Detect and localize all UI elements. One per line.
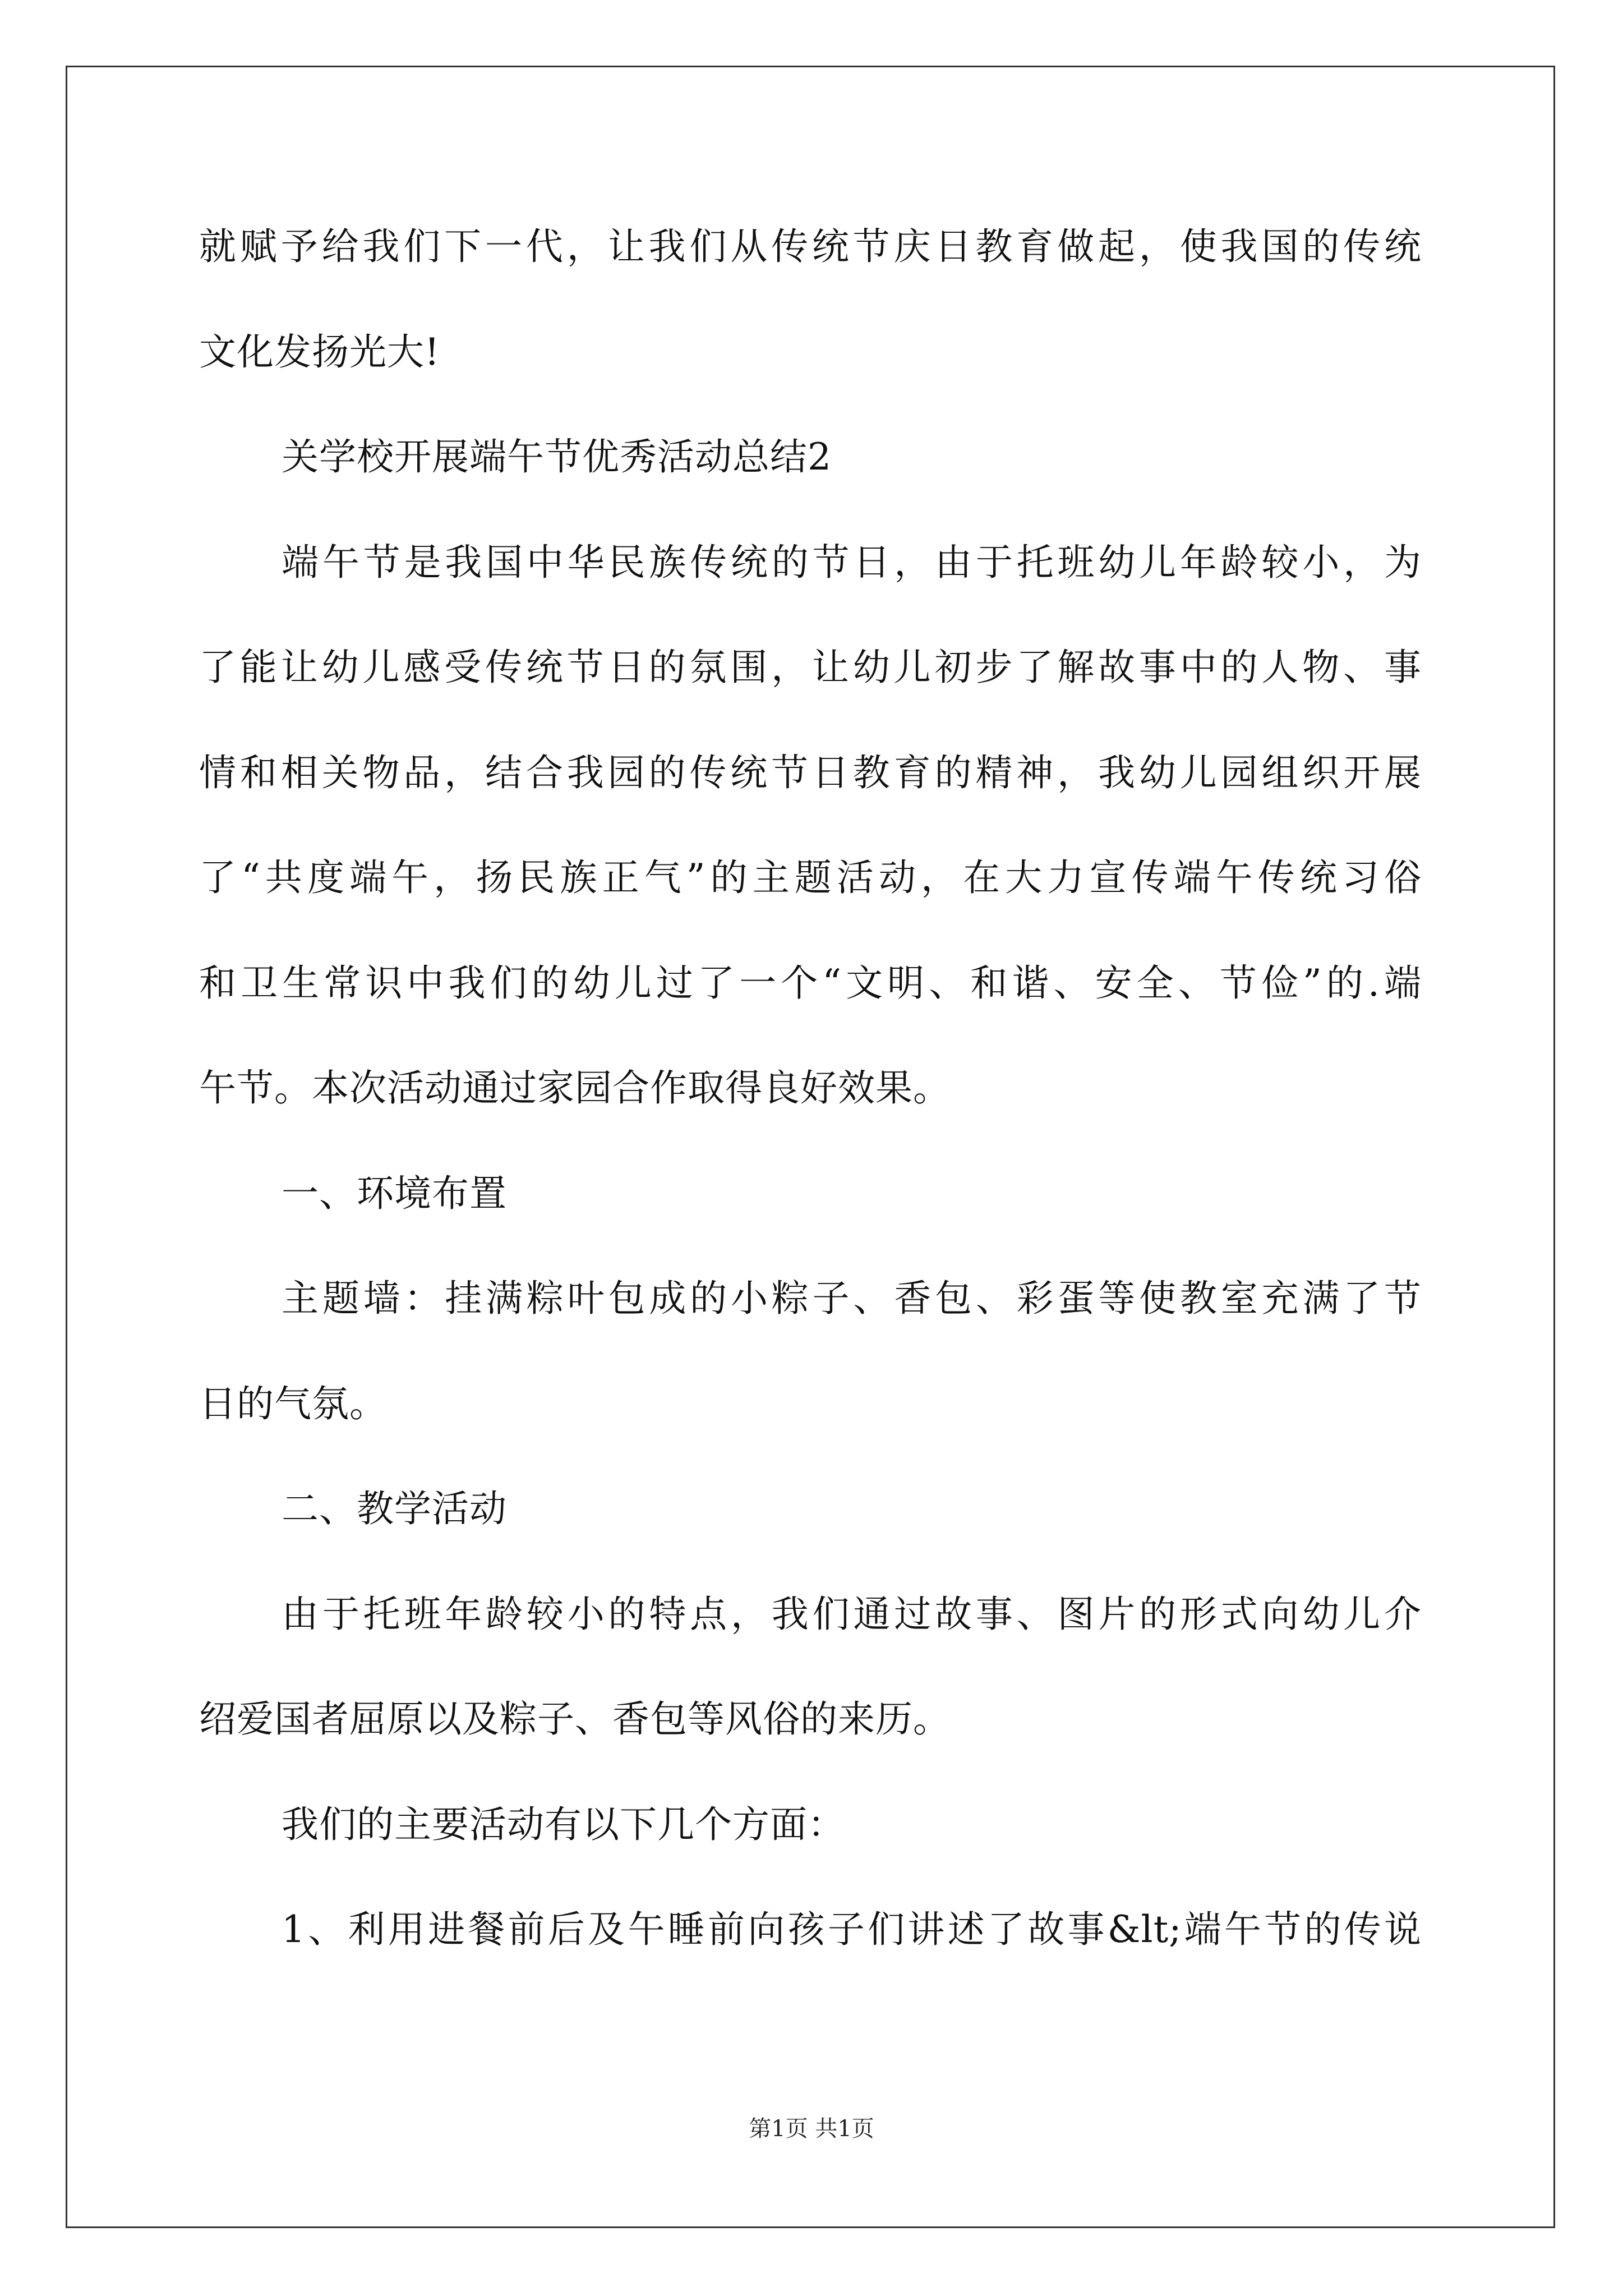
section-title: 关学校开展端午节优秀活动总结2	[282, 435, 832, 478]
body-line: 主题墙：挂满粽叶包成的小粽子、香包、彩蛋等使教室充满了节	[282, 1277, 1422, 1320]
body-line: 午节。本次活动通过家园合作取得良好效果。	[199, 1066, 951, 1110]
body-line: 端午节是我国中华民族传统的节日，由于托班幼儿年龄较小，为	[282, 541, 1422, 584]
page-border	[66, 66, 1555, 2228]
body-line: 了“共度端午，扬民族正气”的主题活动，在大力宣传端午传统习俗	[199, 856, 1422, 899]
body-line: 1、利用进餐前后及午睡前向孩子们讲述了故事&lt;端午节的传说	[282, 1908, 1422, 1951]
body-line: 日的气氛。	[199, 1382, 387, 1425]
body-line: 绍爱国者屈原以及粽子、香包等风俗的来历。	[199, 1697, 951, 1741]
section-heading: 一、环境布置	[282, 1172, 507, 1215]
body-line: 就赋予给我们下一代，让我们从传统节庆日教育做起，使我国的传统	[199, 225, 1422, 268]
body-line: 和卫生常识中我们的幼儿过了一个“文明、和谐、安全、节俭”的.端	[199, 961, 1422, 1005]
body-line: 文化发扬光大!	[199, 330, 440, 374]
section-heading: 二、教学活动	[282, 1487, 507, 1530]
body-line: 我们的主要活动有以下几个方面：	[282, 1803, 845, 1846]
body-line: 由于托班年龄较小的特点，我们通过故事、图片的形式向幼儿介	[282, 1593, 1422, 1636]
body-line: 情和相关物品，结合我园的传统节日教育的精神，我幼儿园组织开展	[199, 751, 1422, 794]
page-number-footer: 第1页 共1页	[749, 2116, 874, 2142]
body-line: 了能让幼儿感受传统节日的氛围，让幼儿初步了解故事中的人物、事	[199, 646, 1422, 689]
